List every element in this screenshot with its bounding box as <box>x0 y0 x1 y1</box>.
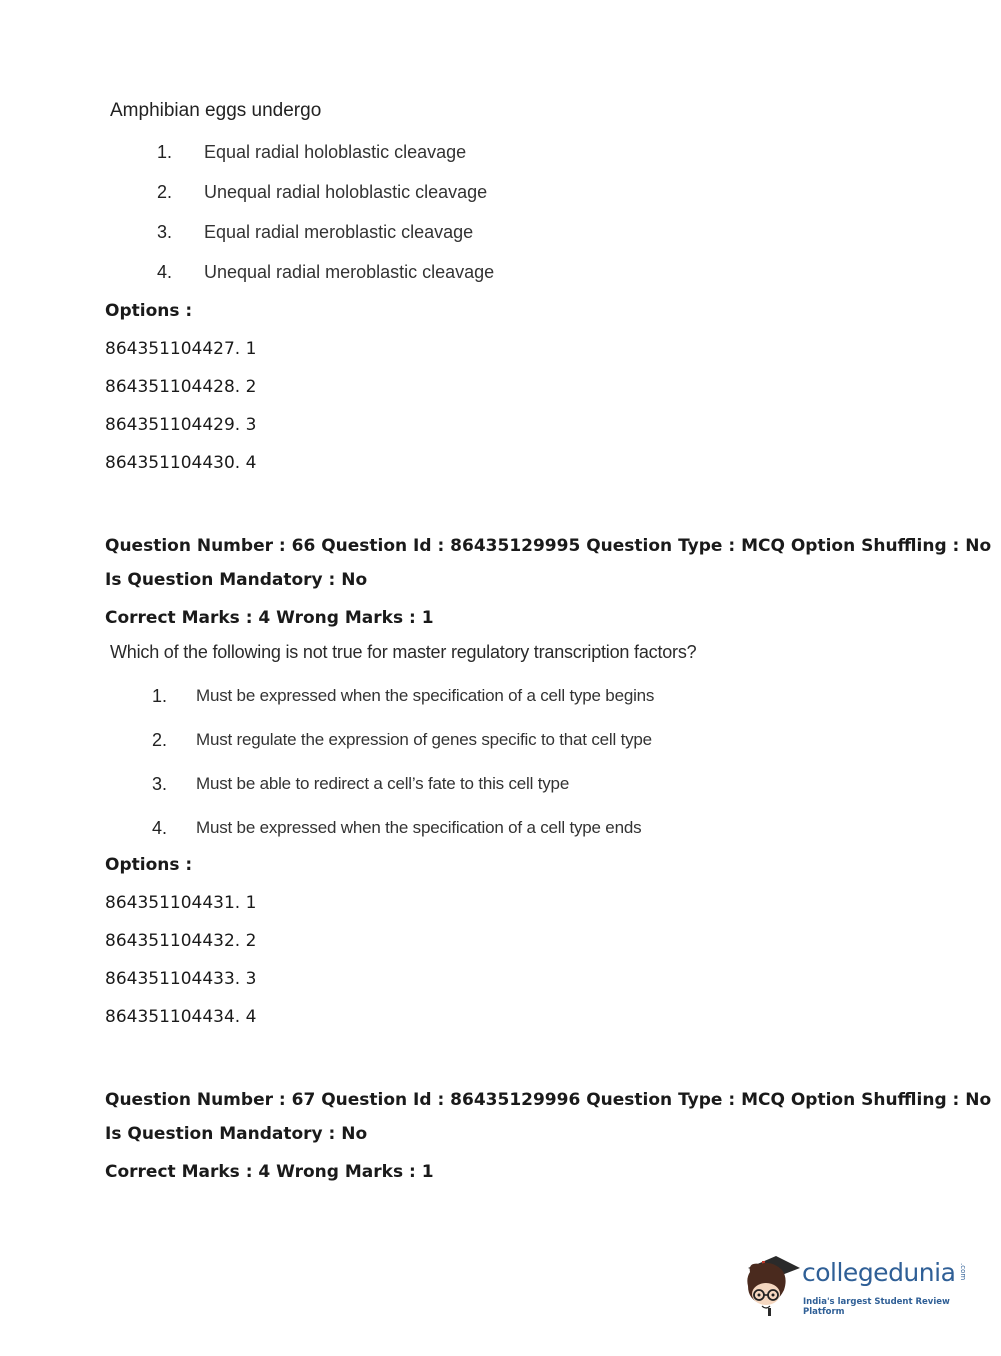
choice-text: Must regulate the expression of genes specific to that cell type <box>196 730 652 749</box>
question-mandatory: Is Question Mandatory : No <box>105 1124 368 1144</box>
choice-text: Must be able to redirect a cell’s fate to this cell type <box>196 774 570 793</box>
choice-number: 3. <box>152 774 168 794</box>
logo-wordmark: collegedunia <box>802 1258 956 1287</box>
choice-number: 2. <box>157 182 173 202</box>
options-label: Options : <box>105 855 193 875</box>
option-id: 864351104428. 2 <box>105 377 257 397</box>
choice-number: 1. <box>157 142 173 162</box>
choice-text: Equal radial holoblastic cleavage <box>204 142 467 162</box>
mascot-icon <box>742 1250 800 1316</box>
options-label: Options : <box>105 301 193 321</box>
option-id: 864351104433. 3 <box>105 969 257 989</box>
choice-text: Must be expressed when the specification of a cell type begins <box>196 686 655 705</box>
option-id: 864351104434. 4 <box>105 1007 257 1027</box>
question-mandatory: Is Question Mandatory : No <box>105 570 368 590</box>
choice-number: 1. <box>152 686 168 706</box>
question-header: Question Number : 66 Question Id : 86435129995 Question Type : MCQ Option Shuffling : No <box>105 536 992 556</box>
logo-tagline: India's largest Student Review Platform <box>803 1297 950 1317</box>
collegedunia-logo[interactable] <box>742 1250 972 1320</box>
choice-text: Unequal radial meroblastic cleavage <box>204 262 495 282</box>
choice-text: Equal radial meroblastic cleavage <box>204 222 474 242</box>
question-stem: Which of the following is not true for master regulatory transcription factors? <box>110 642 697 662</box>
choice-number: 4. <box>157 262 173 282</box>
option-id: 864351104430. 4 <box>105 453 257 473</box>
option-id: 864351104431. 1 <box>105 893 257 913</box>
choice-text: Must be expressed when the specification of a cell type ends <box>196 818 642 837</box>
choice-text: Unequal radial holoblastic cleavage <box>204 182 488 202</box>
option-id: 864351104427. 1 <box>105 339 257 359</box>
option-id: 864351104429. 3 <box>105 415 257 435</box>
logo-suffix: .com <box>959 1263 967 1281</box>
option-id: 864351104432. 2 <box>105 931 257 951</box>
choice-number: 3. <box>157 222 173 242</box>
choice-number: 2. <box>152 730 168 750</box>
question-stem: Amphibian eggs undergo <box>110 100 322 121</box>
question-marks: Correct Marks : 4 Wrong Marks : 1 <box>105 608 434 628</box>
choice-number: 4. <box>152 818 168 838</box>
question-marks: Correct Marks : 4 Wrong Marks : 1 <box>105 1162 434 1182</box>
question-header: Question Number : 67 Question Id : 86435129996 Question Type : MCQ Option Shuffling : No <box>105 1090 992 1110</box>
